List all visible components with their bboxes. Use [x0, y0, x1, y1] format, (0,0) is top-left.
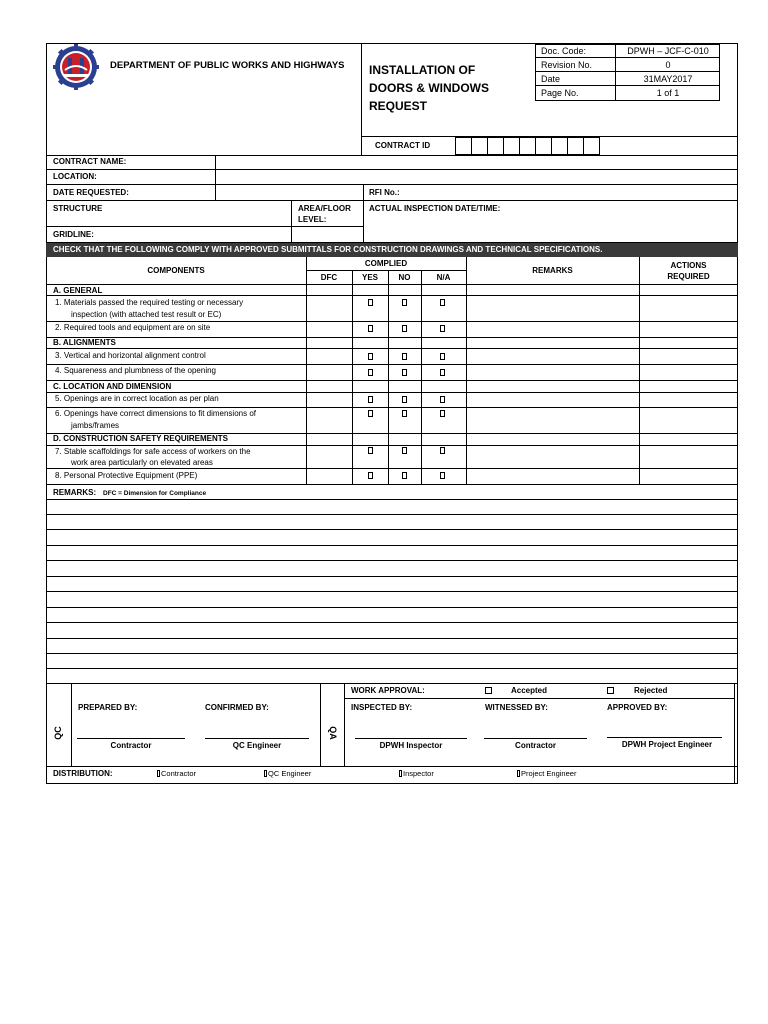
item-5-no-checkbox[interactable] — [402, 396, 407, 403]
item-5-na-checkbox[interactable] — [440, 396, 445, 403]
item-6-yes-checkbox[interactable] — [368, 410, 373, 417]
dist-contractor-label: Contractor — [161, 769, 197, 778]
accepted-label: Accepted — [511, 686, 548, 695]
item-3: 3. Vertical and horizontal alignment control — [55, 351, 206, 360]
col-actions-2: REQUIRED — [667, 272, 710, 281]
approved-by-label: APPROVED BY: — [607, 703, 668, 712]
item-3-no-checkbox[interactable] — [402, 353, 407, 360]
section-alignments: B. ALIGNMENTS — [53, 338, 116, 347]
instruction-banner-text: CHECK THAT THE FOLLOWING COMPLY WITH APPROVED SUBMITTALS FOR CONSTRUCTION DRAWINGS AND TECHNICAL SPECIFICATIONS. — [53, 245, 603, 254]
dist-project-engineer-checkbox[interactable] — [517, 770, 520, 777]
contract-name-field[interactable] — [216, 156, 737, 169]
item-4-yes-checkbox[interactable] — [368, 369, 373, 376]
form-title-line-3: REQUEST — [369, 99, 428, 113]
col-components: COMPONENTS — [147, 266, 205, 275]
item-8-na-checkbox[interactable] — [440, 472, 445, 479]
qc-engineer-signature-line[interactable] — [205, 738, 309, 739]
item-7-na-checkbox[interactable] — [440, 447, 445, 454]
item-1-no-checkbox[interactable] — [402, 299, 407, 306]
structure-label: STRUCTURE — [53, 204, 103, 213]
doc-code-label: Doc. Code: — [541, 46, 587, 56]
item-1-line-2: inspection (with attached test result or EC) — [71, 310, 222, 319]
item-6-no-checkbox[interactable] — [402, 410, 407, 417]
rfi-no-label: RFI No.: — [369, 188, 400, 197]
qa-side-label: QA — [327, 726, 338, 740]
item-5-yes-checkbox[interactable] — [368, 396, 373, 403]
section-safety: D. CONSTRUCTION SAFETY REQUIREMENTS — [53, 434, 228, 443]
prepared-by-label: PREPARED BY: — [78, 703, 138, 712]
item-8: 8. Personal Protective Equipment (PPE) — [55, 471, 198, 480]
date-label: Date — [541, 74, 561, 84]
qc-side-label: QC — [52, 726, 63, 740]
item-3-na-checkbox[interactable] — [440, 353, 445, 360]
item-2-yes-checkbox[interactable] — [368, 325, 373, 332]
doc-code-value: DPWH – JCF-C-010 — [627, 46, 709, 56]
revision-value: 0 — [665, 60, 671, 70]
item-2-no-checkbox[interactable] — [402, 325, 407, 332]
page-label: Page No. — [541, 88, 579, 98]
item-5: 5. Openings are in correct location as per plan — [55, 394, 219, 403]
item-7-yes-checkbox[interactable] — [368, 447, 373, 454]
contractor-witness-signature-line[interactable] — [484, 738, 587, 739]
rejected-label: Rejected — [634, 686, 668, 695]
work-approval-label: WORK APPROVAL: — [351, 686, 425, 695]
project-engineer-caption: DPWH Project Engineer — [621, 740, 713, 749]
col-dfc: DFC — [320, 273, 338, 282]
page-value: 1 of 1 — [656, 88, 680, 98]
contract-id-boxes[interactable] — [455, 137, 600, 155]
confirmed-by-label: CONFIRMED BY: — [205, 703, 269, 712]
remarks-note: DFC = Dimension for Compliance — [103, 490, 207, 497]
dpwh-inspector-caption: DPWH Inspector — [379, 741, 443, 750]
dist-project-engineer-label: Project Engineer — [521, 769, 577, 778]
date-value: 31MAY2017 — [643, 74, 693, 84]
gridline-label: GRIDLINE: — [53, 230, 94, 239]
dist-inspector-checkbox[interactable] — [399, 770, 402, 777]
item-7-line-1: 7. Stable scaffoldings for safe access of workers on the — [55, 447, 251, 456]
item-2-na-checkbox[interactable] — [440, 325, 445, 332]
contract-name-label: CONTRACT NAME: — [53, 157, 127, 166]
actual-inspection-label: ACTUAL INSPECTION DATE/TIME: — [369, 204, 501, 213]
qc-engineer-caption: QC Engineer — [232, 741, 282, 750]
dist-inspector-label: Inspector — [403, 769, 434, 778]
item-4-na-checkbox[interactable] — [440, 369, 445, 376]
remarks-label: REMARKS: — [53, 488, 97, 497]
location-label: LOCATION: — [53, 172, 97, 181]
col-complied: COMPLIED — [364, 259, 408, 268]
item-7-no-checkbox[interactable] — [402, 447, 407, 454]
level-label: LEVEL: — [298, 215, 327, 224]
item-6-line-1: 6. Openings have correct dimensions to fit dimensions of — [55, 409, 256, 418]
col-remarks: REMARKS — [532, 266, 573, 275]
item-2: 2. Required tools and equipment are on site — [55, 323, 211, 332]
section-general: A. GENERAL — [53, 286, 103, 295]
dpwh-inspector-signature-line[interactable] — [355, 738, 467, 739]
project-engineer-signature-line[interactable] — [607, 737, 722, 738]
inspected-by-label: INSPECTED BY: — [351, 703, 413, 712]
contractor-signature-line[interactable] — [77, 738, 185, 739]
witnessed-by-label: WITNESSED BY: — [485, 703, 548, 712]
item-1-na-checkbox[interactable] — [440, 299, 445, 306]
department-name: DEPARTMENT OF PUBLIC WORKS AND HIGHWAYS — [110, 60, 345, 71]
dist-qc-engineer-checkbox[interactable] — [264, 770, 267, 777]
item-4-no-checkbox[interactable] — [402, 369, 407, 376]
contractor-witness-caption: Contractor — [515, 741, 556, 750]
item-1-yes-checkbox[interactable] — [368, 299, 373, 306]
item-6-line-2: jambs/frames — [71, 421, 120, 430]
col-na: N/A — [436, 273, 451, 282]
form-title-line-1: INSTALLATION OF — [369, 63, 476, 77]
dpwh-logo — [53, 44, 99, 90]
gear-seal-icon — [53, 44, 99, 90]
area-floor-label: AREA/FLOOR — [298, 204, 351, 213]
date-requested-label: DATE REQUESTED: — [53, 188, 129, 197]
form-title-line-2: DOORS & WINDOWS — [369, 81, 489, 95]
contractor-caption: Contractor — [110, 741, 152, 750]
section-location-dimension: C. LOCATION AND DIMENSION — [53, 382, 172, 391]
revision-label: Revision No. — [541, 60, 593, 70]
item-8-no-checkbox[interactable] — [402, 472, 407, 479]
contract-id-label: CONTRACT ID — [375, 141, 431, 150]
dist-contractor-checkbox[interactable] — [157, 770, 160, 777]
item-3-yes-checkbox[interactable] — [368, 353, 373, 360]
col-yes: YES — [361, 273, 378, 282]
accepted-checkbox[interactable] — [485, 687, 492, 694]
rejected-checkbox[interactable] — [607, 687, 614, 694]
dist-qc-engineer-label: QC Engineer — [268, 769, 312, 778]
location-field[interactable] — [216, 170, 737, 184]
item-1-line-1: 1. Materials passed the required testing or necessary — [55, 298, 244, 307]
item-8-yes-checkbox[interactable] — [368, 472, 373, 479]
col-no: NO — [398, 273, 411, 282]
item-7-line-2: work area particularly on elevated areas — [71, 458, 213, 467]
distribution-label: DISTRIBUTION: — [53, 769, 113, 778]
date-requested-field[interactable] — [216, 185, 362, 200]
item-6-na-checkbox[interactable] — [440, 410, 445, 417]
col-actions-1: ACTIONS — [670, 261, 707, 270]
item-4: 4. Squareness and plumbness of the opening — [55, 366, 217, 375]
